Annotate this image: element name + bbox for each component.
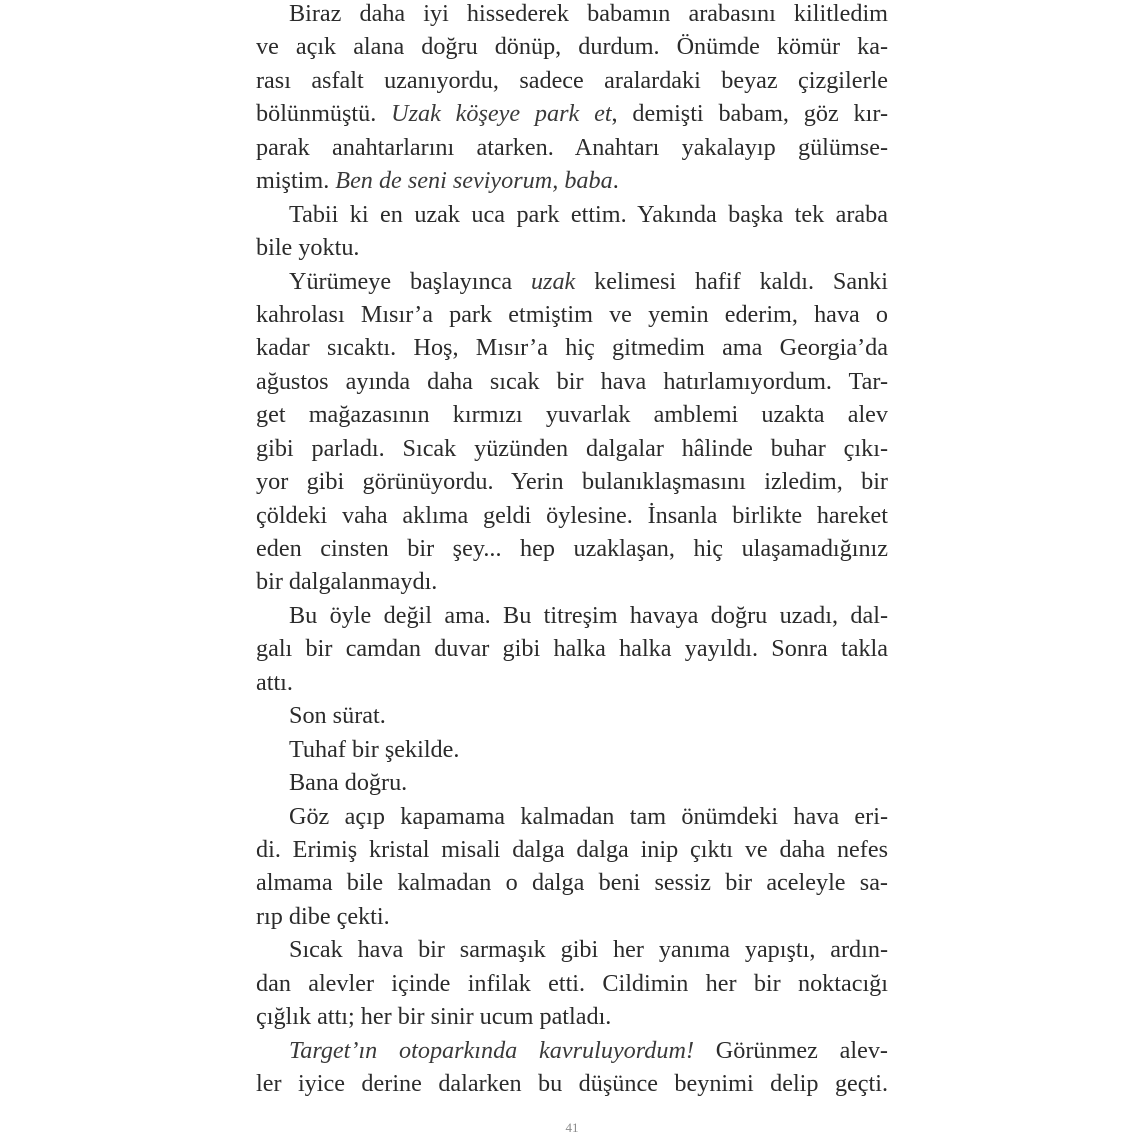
text-run: çığlık attı; her bir sinir ucum patladı. xyxy=(256,1003,612,1031)
text-line xyxy=(256,699,888,732)
text-line xyxy=(256,933,888,966)
text-run: kahrolası Mısır’a park etmiştim ve yemin ederim, hava o xyxy=(256,300,888,328)
text-run: parak anahtarlarını atarken. Anahtarı yakalayıp gülümse- xyxy=(256,133,888,161)
text-run: yor gibi görünüyordu. Yerin bulanıklaşmasını izledim, bir xyxy=(256,468,888,496)
text-run: dan alevler içinde infilak etti. Cildimin her bir noktacığı xyxy=(256,969,888,997)
text-run: bir dalgalanmaydı. xyxy=(256,568,438,596)
text-line xyxy=(256,800,888,833)
text-run: Göz açıp kapamama kalmadan tam önümdeki hava eri- xyxy=(289,802,888,830)
text-run: galı bir camdan duvar gibi halka halka yayıldı. Sonra takla xyxy=(256,635,888,663)
text-line xyxy=(256,198,888,231)
text-run: bölünmüştü. xyxy=(256,100,392,128)
text-run: Bana doğru. xyxy=(289,769,408,797)
text-line xyxy=(256,298,888,331)
text-run: rası asfalt uzanıyordu, sadece aralardaki beyaz çizgilerle xyxy=(256,66,888,94)
text-run: gibi parladı. Sıcak yüzünden dalgalar hâlinde buhar çıkı- xyxy=(256,434,888,462)
text-run: Görünmez alev- xyxy=(694,1036,888,1064)
text-run: miştim. xyxy=(256,167,336,195)
text-line xyxy=(256,398,888,431)
text-line xyxy=(256,766,888,799)
text-run: Tabii ki en uzak uca park ettim. Yakında başka tek araba xyxy=(289,200,888,228)
body-text xyxy=(256,0,888,1100)
text-line xyxy=(256,64,888,97)
text-line xyxy=(256,499,888,532)
italic-text-run: Uzak köşeye park et xyxy=(391,100,612,128)
text-run: almama bile kalmadan o dalga beni sessiz bir aceleyle sa- xyxy=(256,869,888,897)
text-line xyxy=(256,432,888,465)
text-line xyxy=(256,565,888,598)
text-line xyxy=(256,331,888,364)
text-line xyxy=(256,900,888,933)
italic-text-run: uzak xyxy=(530,267,576,295)
text-line xyxy=(256,231,888,264)
text-run: ve açık alana doğru dönüp, durdum. Önümde kömür ka- xyxy=(256,33,888,61)
text-run: di. Erimiş kristal misali dalga dalga inip çıktı ve daha nefes xyxy=(256,835,888,863)
text-line xyxy=(256,599,888,632)
text-run: Biraz daha iyi hissederek babamın arabasını kilitledim xyxy=(289,0,888,27)
page-number: 41 xyxy=(565,1120,579,1135)
text-line xyxy=(256,666,888,699)
text-run: kadar sıcaktı. Hoş, Mısır’a hiç gitmedim ama Georgia’da xyxy=(256,334,888,362)
text-run: çöldeki vaha aklıma geldi öylesine. İnsanla birlikte hareket xyxy=(256,501,888,529)
text-line xyxy=(256,1034,888,1067)
text-run: rıp dibe çekti. xyxy=(256,902,390,930)
text-run: get mağazasının kırmızı yuvarlak amblemi uzakta alev xyxy=(256,401,888,429)
text-line xyxy=(256,465,888,498)
text-run: attı. xyxy=(256,668,293,696)
text-run: eden cinsten bir şey... hep uzaklaşan, hiç ulaşamadığınız xyxy=(256,535,888,562)
text-line xyxy=(256,632,888,665)
text-line xyxy=(256,131,888,164)
text-line xyxy=(256,866,888,899)
text-line xyxy=(256,265,888,298)
text-line xyxy=(256,164,888,197)
text-run: Yürümeye başlayınca xyxy=(289,267,531,295)
italic-text-run: Ben de seni seviyorum, baba xyxy=(335,167,613,195)
text-run: Tuhaf bir şekilde. xyxy=(289,735,460,763)
italic-text-run: Target’ın otoparkında kavruluyordum! xyxy=(289,1036,694,1064)
text-line xyxy=(256,833,888,866)
text-run: Son sürat. xyxy=(289,702,386,730)
text-run: , demişti babam, göz kır- xyxy=(611,100,888,128)
text-run: Bu öyle değil ama. Bu titreşim havaya doğru uzadı, dal- xyxy=(289,601,888,629)
text-line xyxy=(256,97,888,130)
text-line xyxy=(256,532,888,565)
text-line xyxy=(256,365,888,398)
text-run: ağustos ayında daha sıcak bir hava hatırlamıyordum. Tar- xyxy=(256,367,888,395)
text-line xyxy=(256,30,888,63)
text-line xyxy=(256,0,888,30)
text-run: . xyxy=(612,167,619,195)
text-run: Sıcak hava bir sarmaşık gibi her yanıma yapıştı, ardın- xyxy=(289,936,888,964)
text-line xyxy=(256,1067,888,1100)
text-line xyxy=(256,733,888,766)
text-run: kelimesi hafif kaldı. Sanki xyxy=(575,267,888,295)
text-run: ler iyice derine dalarken bu düşünce beynimi delip geçti. xyxy=(256,1070,888,1097)
text-line xyxy=(256,1000,888,1033)
text-line xyxy=(256,967,888,1000)
book-page xyxy=(256,0,888,1140)
text-run: bile yoktu. xyxy=(256,234,360,262)
